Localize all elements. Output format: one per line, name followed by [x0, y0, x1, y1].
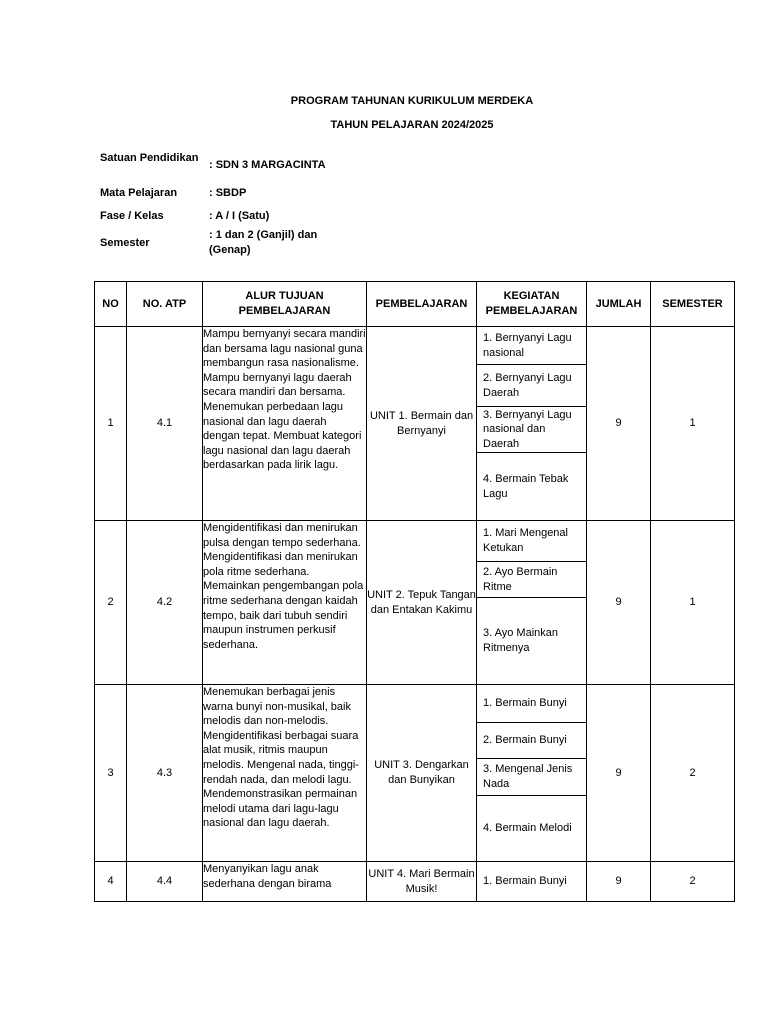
- kegiatan-item: 4. Bermain Melodi: [483, 822, 572, 835]
- row-jumlah: 9: [587, 521, 651, 685]
- info-label: Fase / Kelas: [100, 210, 164, 222]
- info-value: : A / I (Satu): [209, 210, 270, 222]
- row-atp: 4.2: [127, 521, 203, 685]
- row-jumlah: 9: [587, 862, 651, 902]
- row-no: 1: [95, 327, 127, 521]
- info-value: : SDN 3 MARGACINTA: [209, 159, 326, 171]
- row-jumlah: 9: [587, 685, 651, 862]
- row-atp: 4.3: [127, 685, 203, 862]
- kegiatan-item: 1. Bermain Bunyi: [477, 685, 586, 723]
- row-kegiatan: [477, 521, 587, 685]
- kegiatan-item: 2. Ayo Bermain Ritme: [477, 562, 586, 598]
- header-jumlah: JUMLAH: [587, 282, 651, 327]
- kegiatan-item: 1. Mari Mengenal Ketukan: [477, 521, 586, 562]
- kegiatan-item: 4. Bermain Tebak Lagu: [483, 472, 569, 500]
- row-unit: UNIT 2. Tepuk Tangan dan Entakan Kakimu: [367, 521, 477, 685]
- row-semester: 2: [651, 862, 735, 902]
- info-value: : 1 dan 2 (Ganjil) dan (Genap): [209, 229, 318, 256]
- program-table: [94, 281, 735, 902]
- row-semester: 1: [651, 327, 735, 521]
- info-label: Semester: [100, 237, 150, 249]
- row-alur: Menemukan berbagai jenis warna bunyi non-musikal, baik melodis dan non-melodis. Mengidentifikasi berbagai suara alat musik, ritmis maupun melodis. Mengenal nada, tinggi-rendah nada, dan melodi lagu. Mendemonstrasikan permainan melodi utama dari lagu-lagu nasional dan lagu daerah.: [203, 685, 367, 862]
- kegiatan-item: 1. Bermain Bunyi: [483, 875, 567, 888]
- row-no: 4: [95, 862, 127, 902]
- row-semester: 1: [651, 521, 735, 685]
- table-row: [95, 862, 735, 902]
- row-kegiatan: [477, 327, 587, 521]
- header-no-atp: NO. ATP: [127, 282, 203, 327]
- row-kegiatan: [477, 862, 587, 902]
- document-subtitle: TAHUN PELAJARAN 2024/2025: [330, 119, 494, 131]
- header-alur: ALUR TUJUAN PEMBELAJARAN: [203, 282, 367, 327]
- row-semester: 2: [651, 685, 735, 862]
- table-row: [95, 685, 735, 862]
- kegiatan-item: 1. Bernyanyi Lagu nasional: [477, 327, 586, 365]
- info-label: Satuan Pendidikan: [100, 152, 199, 164]
- document-title: PROGRAM TAHUNAN KURIKULUM MERDEKA: [290, 95, 534, 107]
- row-kegiatan: [477, 685, 587, 862]
- header-kegiatan: KEGIATAN PEMBELAJARAN: [477, 282, 587, 327]
- row-alur: Menyanyikan lagu anak sederhana dengan birama: [203, 862, 367, 902]
- row-jumlah: 9: [587, 327, 651, 521]
- kegiatan-item: 2. Bernyanyi Lagu Daerah: [477, 365, 586, 407]
- row-no: 3: [95, 685, 127, 862]
- table-header-row: [95, 282, 735, 327]
- row-alur: Mengidentifikasi dan menirukan pulsa dengan tempo sederhana. Mengidentifikasi dan menirukan pola ritme sederhana. Memainkan pengembangan pola ritme sederhana dengan kaidah tempo, baik dari tubuh sendiri maupun instrumen perkusif sederhana.: [203, 521, 367, 685]
- header-no: NO: [95, 282, 127, 327]
- header-pembelajaran: PEMBELAJARAN: [367, 282, 477, 327]
- table-row: [95, 327, 735, 521]
- row-alur: Mampu bernyanyi secara mandiri dan bersama lagu nasional guna membangun rasa nasionalisme. Mampu bernyanyi lagu daerah secara mandiri dan bersama. Menemukan perbedaan lagu nasional dan lagu daerah dengan tepat. Membuat kategori lagu nasional dan lagu daerah berdasarkan pada lirik lagu.: [203, 327, 367, 521]
- row-no: 2: [95, 521, 127, 685]
- kegiatan-item: 3. Ayo Mainkan Ritmenya: [483, 627, 559, 654]
- kegiatan-item: 2. Bermain Bunyi: [477, 723, 586, 759]
- info-value: : SBDP: [209, 187, 247, 199]
- info-label: Mata Pelajaran: [100, 187, 178, 199]
- row-atp: 4.4: [127, 862, 203, 902]
- kegiatan-item: 3. Bernyanyi Lagu nasional dan Daerah: [477, 407, 586, 453]
- kegiatan-item: 3. Mengenal Jenis Nada: [477, 759, 586, 796]
- header-semester: SEMESTER: [651, 282, 735, 327]
- row-unit: UNIT 3. Dengarkan dan Bunyikan: [367, 685, 477, 862]
- row-unit: UNIT 4. Mari Bermain Musik!: [367, 862, 477, 902]
- row-unit: UNIT 1. Bermain dan Bernyanyi: [367, 327, 477, 521]
- row-atp: 4.1: [127, 327, 203, 521]
- table-row: [95, 521, 735, 685]
